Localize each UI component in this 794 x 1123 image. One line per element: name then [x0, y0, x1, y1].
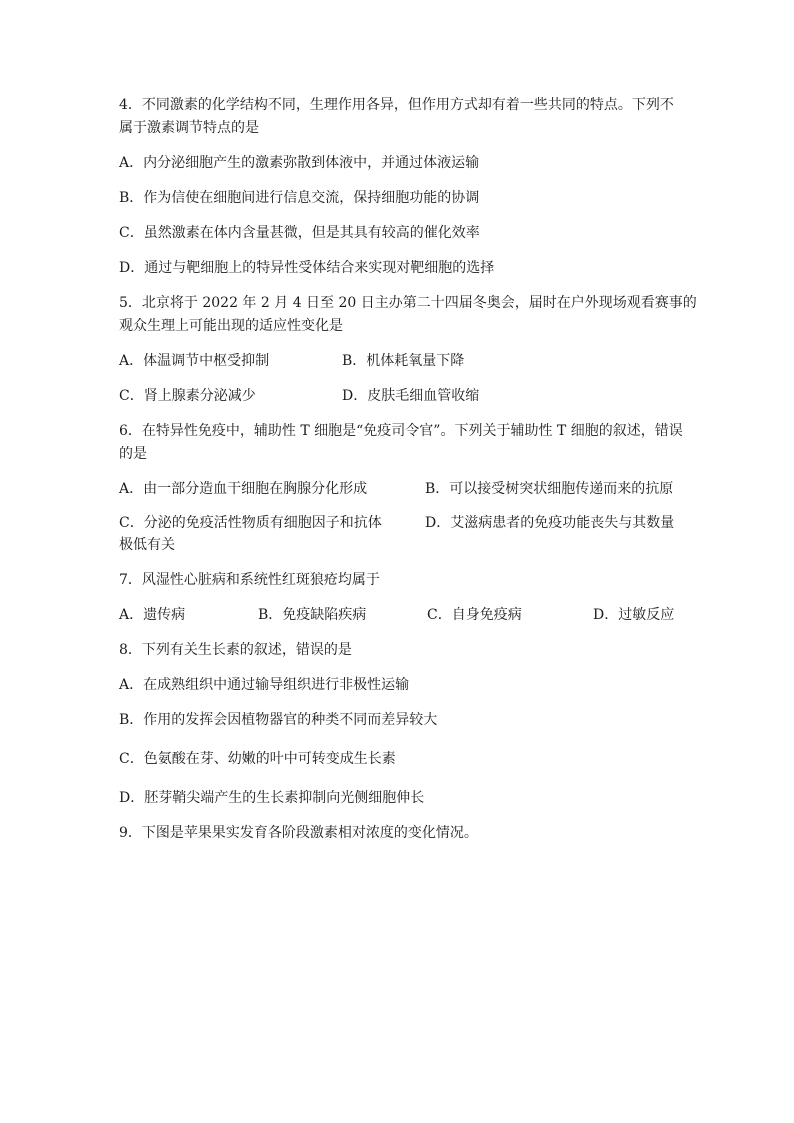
q4-option-a: A．内分泌细胞产生的激素弥散到体液中，并通过体液运输	[119, 155, 480, 171]
q6-stem-line2: 的是	[119, 446, 147, 462]
q8-option-c: C．色氨酸在芽、幼嫩的叶中可转变成生长素	[119, 751, 396, 767]
q6-option-c: C．分泌的免疫活性物质有细胞因子和抗体	[119, 515, 382, 531]
q6-option-a: A．由一部分造血干细胞在胸腺分化形成	[119, 481, 368, 497]
q5-stem-line1: 5．北京将于 2022 年 2 月 4 日至 20 日主办第二十四届冬奥会，届时在户外现场观看赛事的	[119, 295, 697, 311]
q7-option-a: A．遗传病	[119, 607, 186, 623]
q7-stem: 7．风湿性心脏病和系统性红斑狼疮均属于	[119, 572, 380, 588]
q6-option-b: B．可以接受树突状细胞传递而来的抗原	[425, 481, 674, 497]
q7-option-c: C．自身免疫病	[427, 607, 522, 623]
q4-stem-line1: 4．不同激素的化学结构不同，生理作用各异，但作用方式却有着一些共同的特点。下列不	[119, 97, 674, 113]
q5-option-d: D．皮肤毛细血管收缩	[342, 388, 480, 404]
q4-option-d: D．通过与靶细胞上的特异性受体结合来实现对靶细胞的选择	[119, 260, 495, 276]
q7-option-b: B．免疫缺陷疾病	[258, 607, 367, 623]
q5-option-b: B．机体耗氧量下降	[342, 353, 465, 369]
q9-stem: 9．下图是苹果果实发育各阶段激素相对浓度的变化情况。	[119, 825, 478, 841]
q5-option-c: C．肾上腺素分泌减少	[119, 388, 256, 404]
q6-option-d-line2: 极低有关	[119, 537, 175, 553]
q5-option-a: A．体温调节中枢受抑制	[119, 353, 270, 369]
q6-stem-line1: 6．在特异性免疫中，辅助性 T 细胞是“免疫司令官”。下列关于辅助性 T 细胞的叙述，错误	[119, 423, 683, 439]
q4-option-c: C．虽然激素在体内含量甚微，但是其具有较高的催化效率	[119, 225, 480, 241]
q4-option-b: B．作为信使在细胞间进行信息交流，保持细胞功能的协调	[119, 190, 480, 206]
q7-option-d: D．过敏反应	[593, 607, 675, 623]
q4-stem-line2: 属于激素调节特点的是	[119, 120, 259, 136]
q8-option-a: A．在成熟组织中通过输导组织进行非极性运输	[119, 677, 410, 693]
q8-option-d: D．胚芽鞘尖端产生的生长素抑制向光侧细胞伸长	[119, 790, 425, 806]
q8-option-b: B．作用的发挥会因植物器官的种类不同而差异较大	[119, 712, 438, 728]
q8-stem: 8．下列有关生长素的叙述，错误的是	[119, 642, 352, 658]
q6-option-d-line1: D．艾滋病患者的免疫功能丧失与其数量	[425, 515, 675, 531]
q5-stem-line2: 观众生理上可能出现的适应性变化是	[119, 318, 343, 334]
